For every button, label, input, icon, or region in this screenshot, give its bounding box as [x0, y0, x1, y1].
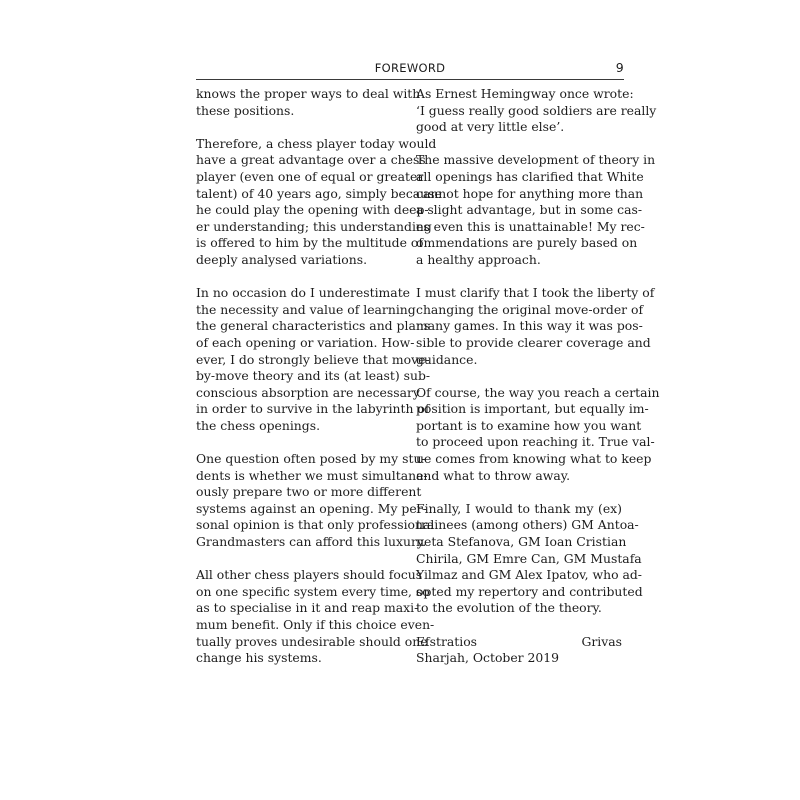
- text-line: ously prepare two or more different: [196, 484, 422, 500]
- text-line: Therefore, a chess player today would: [196, 135, 437, 151]
- paragraph: [196, 567, 435, 667]
- text-line: As Ernest Hemingway once wrote:: [416, 86, 634, 101]
- text-line: ommendations are purely based on: [416, 235, 638, 251]
- chapter-title: FOREWORD: [374, 61, 446, 75]
- text-line: position is important, but equally im-: [416, 401, 649, 417]
- text-line: In no occasion do I underestimate: [196, 285, 411, 301]
- paragraph-gap: [416, 368, 622, 385]
- paragraph-gap: [416, 484, 622, 501]
- text-line: Finally, I would to thank my (ex): [416, 500, 622, 516]
- text-line: portant is to examine how you want: [416, 417, 642, 433]
- text-line: ue comes from knowing what to keep: [416, 451, 652, 467]
- text-line: ‘I guess really good soldiers are really: [416, 102, 657, 118]
- paragraph-gap: [196, 119, 402, 136]
- text-line: as to specialise in it and reap maxi-: [196, 600, 419, 616]
- text-line: a healthy approach.: [416, 251, 541, 267]
- text-line: dents is whether we must simultane-: [196, 467, 428, 483]
- text-line: on one specific system every time, so: [196, 583, 430, 599]
- text-line: these positions.: [196, 102, 295, 118]
- text-line: sible to provide clearer coverage and: [416, 334, 651, 350]
- text-line: I must clarify that I took the liberty of: [416, 285, 655, 301]
- text-line: the general characteristics and plans: [196, 318, 431, 334]
- right-column: [416, 86, 660, 667]
- text-line: tually proves undesirable should one: [196, 633, 428, 649]
- text-line: Of course, the way you reach a certain: [416, 384, 660, 400]
- left-column: [196, 86, 442, 667]
- text-line: opted my repertory and contributed: [416, 583, 643, 599]
- running-head: [196, 61, 624, 79]
- text-line: all openings has clarified that White: [416, 168, 644, 184]
- text-line: is offered to him by the multitude of: [196, 235, 423, 251]
- text-line: the necessity and value of learning: [196, 301, 416, 317]
- text-line: talent) of 40 years ago, simply because: [196, 185, 442, 201]
- text-line: Grandmasters can afford this luxury.: [196, 534, 427, 550]
- text-line: deeply analysed variations.: [196, 251, 368, 267]
- paragraph-gap: [416, 617, 622, 634]
- text-line: good at very little else’.: [416, 119, 565, 135]
- text-line: change his systems.: [196, 650, 322, 666]
- text-line: neta Stefanova, GM Ioan Cristian: [416, 534, 627, 550]
- text-line: to the evolution of the theory.: [416, 600, 602, 616]
- text-line: in order to survive in the labyrinth of: [196, 401, 430, 417]
- text-line: es even this is unattainable! My rec-: [416, 218, 645, 234]
- header-rule: [196, 79, 624, 80]
- text-line: of each opening or variation. How-: [196, 334, 415, 350]
- text-line: the chess openings.: [196, 417, 321, 433]
- text-line: guidance.: [416, 351, 478, 367]
- paragraph-gap: [416, 269, 622, 286]
- text-line: a slight advantage, but in some cas-: [416, 202, 643, 218]
- text-line: ever, I do strongly believe that move-: [196, 351, 430, 367]
- paragraph: [416, 634, 622, 667]
- paragraph: [416, 500, 643, 617]
- text-line: Sharjah, October 2019: [416, 650, 560, 666]
- page-number: 9: [615, 60, 624, 75]
- text-line: Yilmaz and GM Alex Ipatov, who ad-: [416, 567, 642, 583]
- text-line: er understanding; this understanding: [196, 218, 432, 234]
- paragraph: [416, 86, 657, 136]
- paragraph-gap: [196, 551, 402, 568]
- paragraph: [416, 384, 660, 485]
- paragraph: [196, 86, 421, 119]
- paragraph: [196, 285, 431, 434]
- text-line: changing the original move-order of: [416, 301, 644, 317]
- text-line: by-move theory and its (at least) sub-: [196, 368, 431, 384]
- paragraph: [416, 285, 655, 368]
- paragraph-gap: [416, 136, 622, 153]
- text-line: many games. In this way it was pos-: [416, 318, 643, 334]
- text-line: mum benefit. Only if this choice even-: [196, 617, 435, 632]
- text-line: have a great advantage over a chess: [196, 152, 426, 168]
- text-line: trainees (among others) GM Antoa-: [416, 517, 639, 533]
- paragraph: [196, 135, 442, 269]
- text-line: knows the proper ways to deal with: [196, 86, 421, 101]
- paragraph: [196, 451, 435, 551]
- text-line: and what to throw away.: [416, 467, 571, 483]
- text-line: to proceed upon reaching it. True val-: [416, 434, 655, 450]
- text-line: All other chess players should focus: [196, 567, 423, 583]
- paragraph-gap: [196, 269, 402, 286]
- text-line: player (even one of equal or greater: [196, 168, 424, 184]
- text-line: Efstratios Grivas: [416, 633, 622, 649]
- text-line: Chirila, GM Emre Can, GM Mustafa: [416, 550, 642, 566]
- text-line: conscious absorption are necessary: [196, 384, 420, 400]
- text-line: systems against an opening. My per-: [196, 500, 427, 516]
- text-line: sonal opinion is that only professional: [196, 517, 435, 533]
- text-line: cannot hope for anything more than: [416, 185, 644, 201]
- text-line: The massive development of theory in: [416, 152, 656, 168]
- paragraph: [416, 152, 656, 268]
- paragraph-gap: [196, 434, 402, 451]
- text-line: he could play the opening with deep-: [196, 202, 429, 218]
- text-line: One question often posed by my stu-: [196, 451, 426, 467]
